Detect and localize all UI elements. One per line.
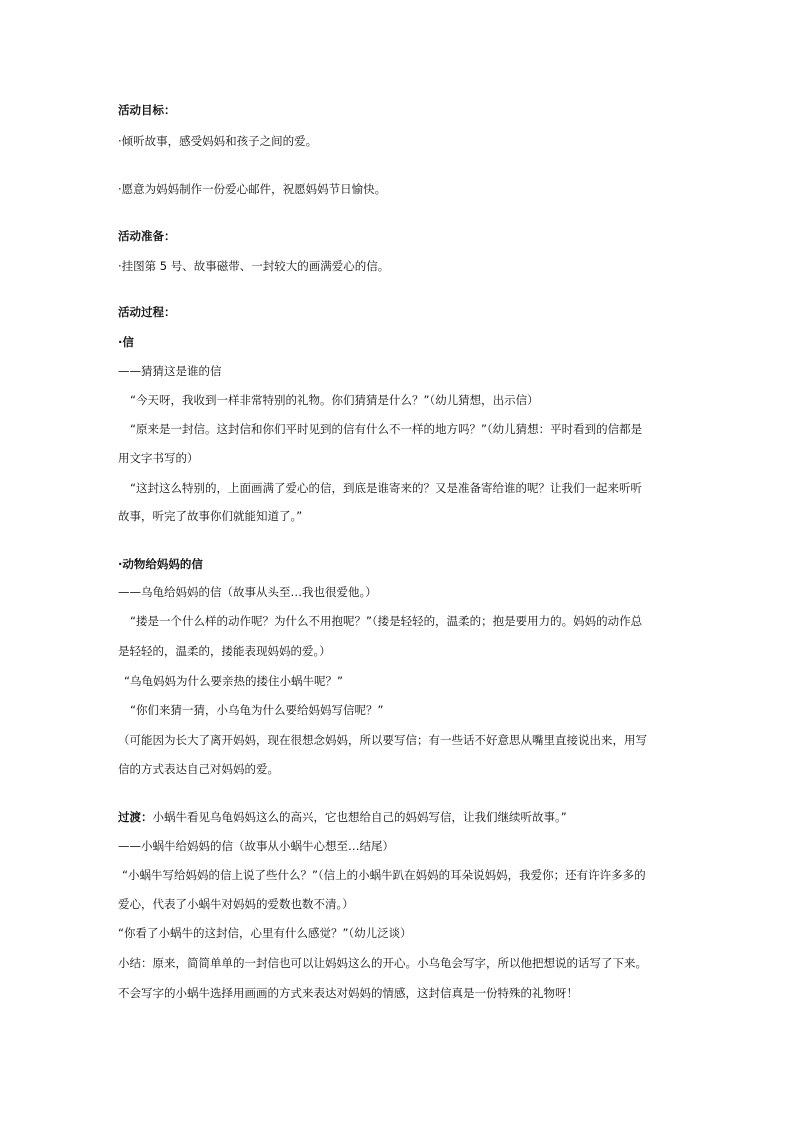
goal-item: ·愿意为妈妈制作一份爱心邮件，祝愿妈妈节日愉快。	[118, 182, 387, 196]
summary-line: 不会写字的小蜗牛选择用画画的方式来表达对妈妈的情感，这封信真是一份特殊的礼物呀！	[118, 986, 578, 1000]
summary-line: 小结：原来，简简单单的一封信也可以让妈妈这么的开心。小乌龟会写字，所以他把想说的话写了下来。	[118, 956, 647, 970]
paragraph-line: “搂是一个什么样的动作呢？为什么不用抱呢？”（搂是轻轻的，温柔的；抱是要用力的。妈妈的动作总	[130, 614, 643, 628]
paragraph-line: 是轻轻的，温柔的，搂能表现妈妈的爱。）	[118, 644, 331, 658]
paragraph-line: “原来是一封信。这封信和你们平时见到的信有什么不一样的地方吗？”（幼儿猜想：平时看到的信都是	[130, 422, 643, 436]
section-heading: ·动物给妈妈的信	[118, 557, 203, 571]
process-heading: 活动过程：	[118, 305, 176, 319]
paragraph-line: “今天呀，我收到一样非常特别的礼物。你们猜猜是什么？”（幼儿猜想，出示信）	[130, 393, 539, 407]
transition-line	[118, 809, 567, 825]
transition-label: 过渡：	[118, 810, 153, 824]
paragraph-line: “这封这么特别的，上面画满了爱心的信，到底是谁寄来的？又是准备寄给谁的呢？让我们一起来听听	[130, 481, 642, 495]
prep-item: ·挂图第 5 号、故事磁带、一封较大的画满爱心的信。	[118, 259, 390, 273]
section-subheading: ——乌龟给妈妈的信（故事从头至…我也很爱他。）	[118, 585, 377, 599]
paragraph-line: 爱心，代表了小蜗牛对妈妈的爱数也数不清。）	[118, 897, 354, 911]
paragraph-line: 故事，听完了故事你们就能知道了。”	[118, 509, 303, 523]
goal-item: ·倾听故事，感受妈妈和孩子之间的爱。	[118, 134, 318, 148]
paragraph-line: （可能因为长大了离开妈妈，现在很想念妈妈，所以要写信；有一些话不好意思从嘴里直接说出来，用写	[118, 733, 647, 747]
section-heading: ·信	[118, 335, 134, 349]
paragraph-line: 信的方式表达自己对妈妈的爱。	[118, 762, 279, 776]
goals-heading: 活动目标：	[118, 103, 176, 117]
paragraph-line: “乌龟妈妈为什么要亲热的搂住小蜗牛呢？”	[124, 674, 343, 688]
transition-text: 小蜗牛看见乌龟妈妈这么的高兴，它也想给自己的妈妈写信，让我们继续听故事。”	[152, 810, 567, 824]
section-subheading: ——猜猜这是谁的信	[118, 364, 222, 378]
section-subheading: ——小蜗牛给妈妈的信（故事从小蜗牛心想至…结尾）	[118, 839, 394, 853]
paragraph-line: 用文字书写的）	[118, 451, 199, 465]
prep-heading: 活动准备：	[118, 229, 176, 243]
paragraph-line: “小蜗牛写给妈妈的信上说了些什么？”（信上的小蜗牛趴在妈妈的耳朵说妈妈，我爱你；还有许许多多的	[122, 868, 646, 882]
paragraph-line: “你们来猜一猜，小乌龟为什么要给妈妈写信呢？”	[130, 703, 384, 717]
paragraph-line: “你看了小蜗牛的这封信，心里有什么感觉？”（幼儿泛谈）	[118, 926, 412, 940]
